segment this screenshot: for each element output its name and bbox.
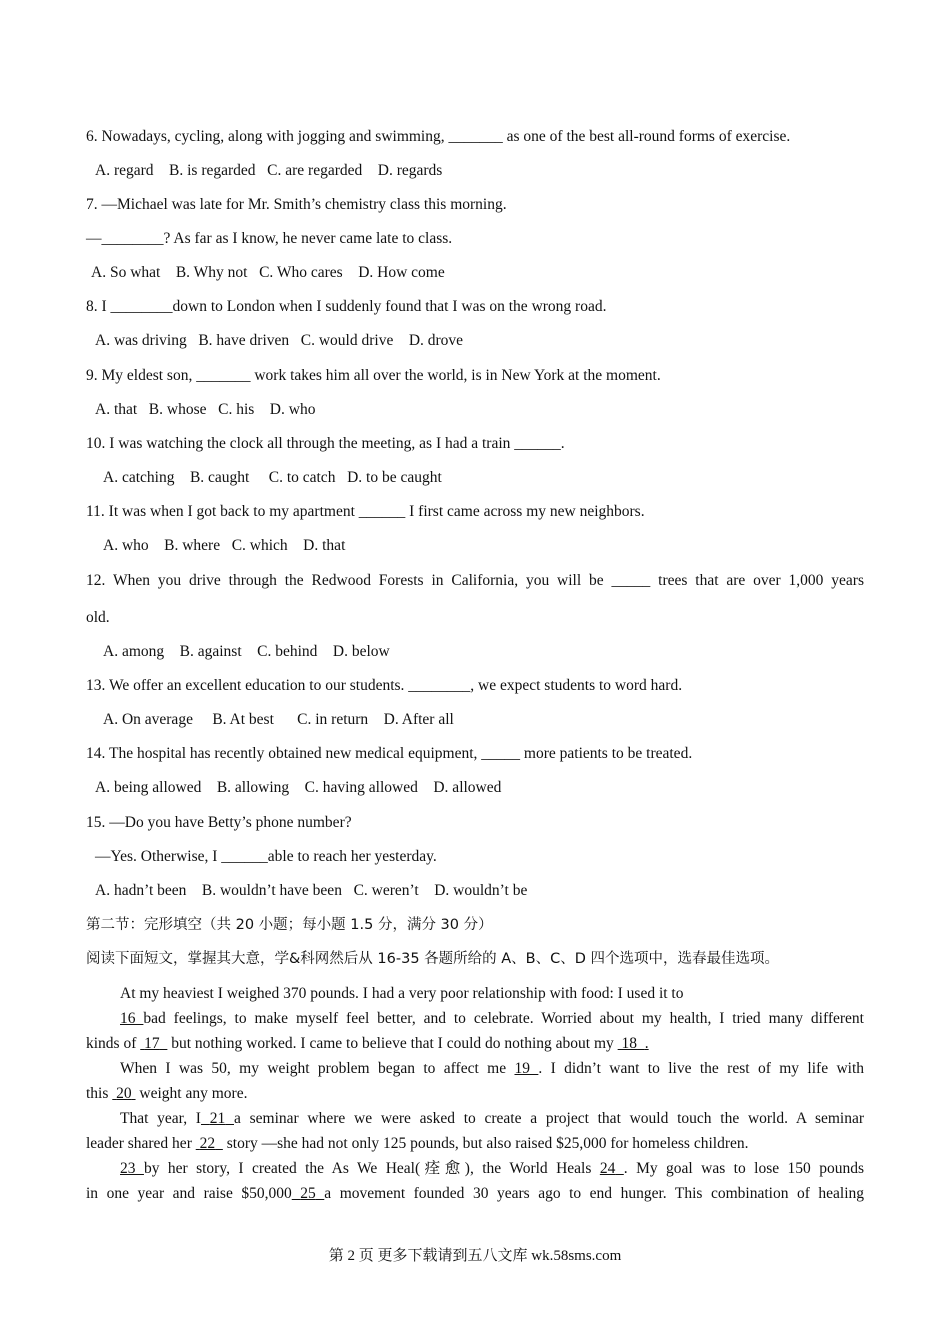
question-10-options: A. catching B. caught C. to catch D. to be caught [103, 469, 442, 486]
question-8-stem: 8. I ________down to London when I suddenly found that I was on the wrong road. [86, 298, 607, 315]
question-15-reply: —Yes. Otherwise, I ______able to reach her yesterday. [95, 848, 437, 865]
blank-16: 16 [120, 1010, 136, 1027]
question-7-reply: —________? As far as I know, he never came late to class. [86, 230, 453, 247]
question-9-stem: 9. My eldest son, _______ work takes him all over the world, is in New York at the moment. [86, 367, 661, 384]
passage-p1-line1: At my heaviest I weighed 370 pounds. I had a very poor relationship with food: I used it to [120, 985, 684, 1002]
question-12-stem-line1: 12. When you drive through the Redwood Forests in California, you will be _____ trees that are over 1,000 years [86, 572, 864, 589]
passage-p3-line1: That year, I 21 a seminar where we were asked to create a project that would touch the world. A seminar [120, 1110, 865, 1127]
passage-p4-line1: 23 by her story, I created the As We Heal(痊愈), the World Heals 24 . My goal was to lose 150 pounds [120, 1160, 865, 1177]
question-8-options: A. was driving B. have driven C. would drive D. drove [95, 332, 464, 349]
blank-23: 23 [120, 1160, 136, 1177]
blank-17: 17 [144, 1035, 160, 1052]
blank-21: 21 [209, 1110, 226, 1127]
passage-p1-line3: kinds of 17 but nothing worked. I came to believe that I could do nothing about my 18 . [86, 1035, 649, 1052]
passage-p2-line1: When I was 50, my weight problem began to affect me 19 . I didn’t want to live the rest of my life with [120, 1060, 865, 1077]
question-13-options: A. On average B. At best C. in return D. After all [103, 711, 454, 728]
blank-25: 25 [300, 1185, 316, 1202]
question-6-options: A. regard B. is regarded C. are regarded D. regards [95, 162, 443, 179]
question-7-stem: 7. —Michael was late for Mr. Smith’s chemistry class this morning. [86, 196, 507, 213]
page-footer: 第 2 页 更多下载请到五八文库 wk.58sms.com [328, 1248, 622, 1264]
question-10-stem: 10. I was watching the clock all through the meeting, as I had a train ______. [86, 435, 565, 452]
passage-p2-line2: this 20 weight any more. [86, 1085, 248, 1102]
blank-18: 18 . [621, 1035, 649, 1052]
question-11-stem: 11. It was when I got back to my apartment ______ I first came across my new neighbors. [86, 503, 645, 520]
section-heading: 第二节：完形填空（共 20 小题；每小题 1.5 分，满分 30 分） [86, 917, 493, 933]
question-11-options: A. who B. where C. which D. that [103, 537, 346, 554]
question-13-stem: 13. We offer an excellent education to our students. ________, we expect students to word hard. [86, 677, 683, 694]
question-6-stem: 6. Nowadays, cycling, along with jogging and swimming, _______ as one of the best all-round forms of exercise. [86, 128, 791, 145]
question-15-stem: 15. —Do you have Betty’s phone number? [86, 814, 352, 831]
blank-20: 20 [116, 1085, 132, 1102]
blank-24: 24 [599, 1160, 616, 1177]
passage-p3-line2: leader shared her 22 story —she had not only 125 pounds, but also raised $25,000 for homeless children. [86, 1135, 749, 1152]
question-12-options: A. among B. against C. behind D. below [103, 643, 390, 660]
question-12-stem-line2: old. [86, 609, 110, 626]
passage-p4-line2: in one year and raise $50,000 25 a movement founded 30 years ago to end hunger. This combination of healing [86, 1185, 865, 1202]
question-9-options: A. that B. whose C. his D. who [95, 401, 316, 418]
blank-22: 22 [199, 1135, 216, 1152]
question-7-options: A. So what B. Why not C. Who cares D. How come [91, 264, 445, 281]
section-instruction: 阅读下面短文，掌握其大意，学&科网然后从 16-35 各题所给的 A、B、C、D 四个选项中，选春最佳选项。 [86, 951, 780, 967]
question-15-options: A. hadn’t been B. wouldn’t have been C. weren’t D. wouldn’t be [95, 882, 528, 899]
passage-p1-line2: 16 bad feelings, to make myself feel better, and to celebrate. Worried about my health, I tried many different [120, 1010, 864, 1027]
question-14-options: A. being allowed B. allowing C. having allowed D. allowed [95, 779, 502, 796]
blank-19: 19 [514, 1060, 530, 1077]
question-14-stem: 14. The hospital has recently obtained new medical equipment, _____ more patients to be treated. [86, 745, 693, 762]
